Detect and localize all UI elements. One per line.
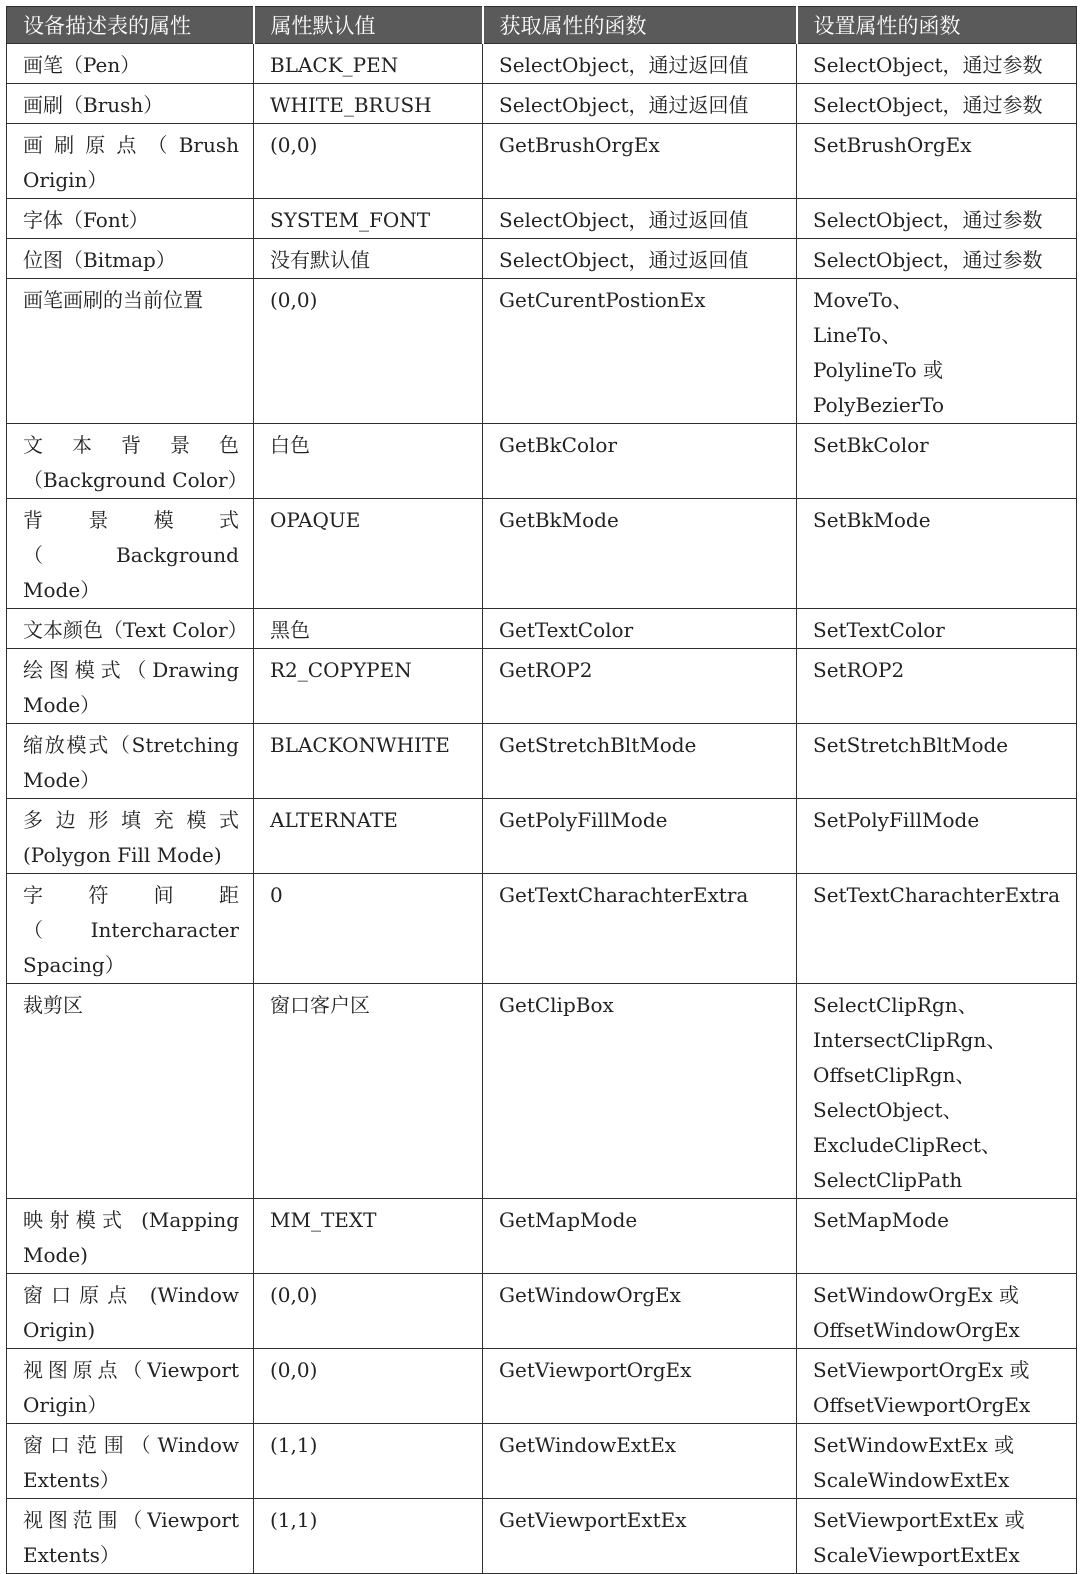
table-row xyxy=(7,1499,1077,1574)
set-function-line: SetViewportOrgEx 或 xyxy=(813,1358,1030,1382)
get-function-cell: GetBkColor xyxy=(483,424,797,499)
get-function-cell: GetBrushOrgEx xyxy=(483,124,797,199)
set-function-line: SelectObject、 xyxy=(813,1098,963,1122)
table-row xyxy=(7,799,1077,874)
get-function-cell: GetWindowExtEx xyxy=(483,1424,797,1499)
get-function-cell: SelectObject，通过返回值 xyxy=(483,239,797,279)
set-function-cell xyxy=(797,724,1077,799)
set-function-line: ScaleWindowExtEx xyxy=(813,1468,1010,1492)
set-function-line: ScaleViewportExtEx xyxy=(813,1543,1020,1567)
get-function-cell: GetTextColor xyxy=(483,609,797,649)
attribute-cell: 视图范围（Viewport Extents） xyxy=(7,1499,254,1574)
attribute-cell: 裁剪区 xyxy=(7,984,254,1199)
get-function-cell: GetROP2 xyxy=(483,649,797,724)
set-function-cell xyxy=(797,199,1077,239)
default-value-cell: ALTERNATE xyxy=(254,799,483,874)
dc-attributes-table xyxy=(6,6,1077,1574)
default-value-cell: BLACK_PEN xyxy=(254,44,483,84)
default-value-cell: OPAQUE xyxy=(254,499,483,609)
table-row xyxy=(7,649,1077,724)
table-row xyxy=(7,279,1077,424)
default-value-cell: (1,1) xyxy=(254,1424,483,1499)
attribute-cell: 画笔（Pen） xyxy=(7,44,254,84)
get-function-cell: GetCurentPostionEx xyxy=(483,279,797,424)
table-row xyxy=(7,499,1077,609)
set-function-line: SelectObject，通过参数 xyxy=(813,93,1043,117)
table-row xyxy=(7,239,1077,279)
header-set-function: 设置属性的函数 xyxy=(797,7,1077,44)
default-value-cell: 白色 xyxy=(254,424,483,499)
table-row xyxy=(7,1199,1077,1274)
set-function-cell xyxy=(797,874,1077,984)
set-function-cell xyxy=(797,1499,1077,1574)
get-function-cell: SelectObject，通过返回值 xyxy=(483,84,797,124)
set-function-line: PolylineTo 或 xyxy=(813,358,944,382)
table-row xyxy=(7,1424,1077,1499)
set-function-line: SetROP2 xyxy=(813,658,905,682)
attribute-cell: 多边形填充模式 (Polygon Fill Mode) xyxy=(7,799,254,874)
attribute-cell: 字体（Font） xyxy=(7,199,254,239)
set-function-line: ExcludeClipRect、 xyxy=(813,1133,1002,1157)
set-function-cell xyxy=(797,44,1077,84)
default-value-cell: (0,0) xyxy=(254,279,483,424)
table-body xyxy=(7,44,1077,1574)
attribute-cell: 画刷（Brush） xyxy=(7,84,254,124)
attribute-cell: 画刷原点（Brush Origin） xyxy=(7,124,254,199)
header-default-value: 属性默认值 xyxy=(254,7,483,44)
default-value-cell: R2_COPYPEN xyxy=(254,649,483,724)
set-function-line: PolyBezierTo xyxy=(813,393,945,417)
set-function-line: SelectClipPath xyxy=(813,1168,963,1192)
get-function-cell: GetTextCharachterExtra xyxy=(483,874,797,984)
set-function-line: SelectObject，通过参数 xyxy=(813,208,1043,232)
get-function-cell: GetMapMode xyxy=(483,1199,797,1274)
set-function-line: IntersectClipRgn、 xyxy=(813,1028,1007,1052)
get-function-cell: GetViewportOrgEx xyxy=(483,1349,797,1424)
default-value-cell: (0,0) xyxy=(254,1349,483,1424)
default-value-cell: 没有默认值 xyxy=(254,239,483,279)
set-function-cell xyxy=(797,984,1077,1199)
get-function-cell: GetClipBox xyxy=(483,984,797,1199)
attribute-cell: 背景模式（Background Mode） xyxy=(7,499,254,609)
table-row xyxy=(7,199,1077,239)
set-function-line: LineTo、 xyxy=(813,323,902,347)
set-function-line: SetMapMode xyxy=(813,1208,949,1232)
table-row xyxy=(7,424,1077,499)
default-value-cell: 0 xyxy=(254,874,483,984)
set-function-cell xyxy=(797,1274,1077,1349)
default-value-cell: SYSTEM_FONT xyxy=(254,199,483,239)
set-function-cell xyxy=(797,609,1077,649)
set-function-line: SetBkMode xyxy=(813,508,931,532)
set-function-cell xyxy=(797,499,1077,609)
attribute-cell: 绘图模式（Drawing Mode） xyxy=(7,649,254,724)
set-function-line: OffsetWindowOrgEx xyxy=(813,1318,1020,1342)
table-row xyxy=(7,874,1077,984)
table-row xyxy=(7,609,1077,649)
set-function-cell xyxy=(797,799,1077,874)
set-function-cell xyxy=(797,239,1077,279)
default-value-cell: MM_TEXT xyxy=(254,1199,483,1274)
set-function-line: SetWindowExtEx 或 xyxy=(813,1433,1015,1457)
table-row xyxy=(7,44,1077,84)
set-function-cell xyxy=(797,1349,1077,1424)
attribute-cell: 字符间距（Intercharacter Spacing） xyxy=(7,874,254,984)
get-function-cell: GetStretchBltMode xyxy=(483,724,797,799)
get-function-cell: GetWindowOrgEx xyxy=(483,1274,797,1349)
get-function-cell: GetViewportExtEx xyxy=(483,1499,797,1574)
attribute-cell: 画笔画刷的当前位置 xyxy=(7,279,254,424)
set-function-line: OffsetViewportOrgEx xyxy=(813,1393,1031,1417)
header-row xyxy=(7,7,1077,44)
set-function-line: SetViewportExtEx 或 xyxy=(813,1508,1025,1532)
table-row xyxy=(7,1274,1077,1349)
default-value-cell: 窗口客户区 xyxy=(254,984,483,1199)
get-function-cell: SelectObject，通过返回值 xyxy=(483,199,797,239)
table-row xyxy=(7,724,1077,799)
attribute-cell: 位图（Bitmap） xyxy=(7,239,254,279)
attribute-cell: 窗口原点 (Window Origin) xyxy=(7,1274,254,1349)
default-value-cell: 黑色 xyxy=(254,609,483,649)
default-value-cell: WHITE_BRUSH xyxy=(254,84,483,124)
default-value-cell: (1,1) xyxy=(254,1499,483,1574)
set-function-line: OffsetClipRgn、 xyxy=(813,1063,976,1087)
table-row xyxy=(7,124,1077,199)
attribute-cell: 视图原点（Viewport Origin） xyxy=(7,1349,254,1424)
get-function-cell: SelectObject，通过返回值 xyxy=(483,44,797,84)
get-function-cell: GetPolyFillMode xyxy=(483,799,797,874)
table-row xyxy=(7,1349,1077,1424)
default-value-cell: (0,0) xyxy=(254,1274,483,1349)
set-function-cell xyxy=(797,279,1077,424)
table-row xyxy=(7,84,1077,124)
set-function-line: SetStretchBltMode xyxy=(813,733,1009,757)
set-function-line: SetTextCharachterExtra xyxy=(813,883,1061,907)
attribute-cell: 映射模式 (Mapping Mode) xyxy=(7,1199,254,1274)
set-function-cell xyxy=(797,1199,1077,1274)
header-get-function: 获取属性的函数 xyxy=(483,7,797,44)
set-function-line: SetBkColor xyxy=(813,433,929,457)
set-function-line: SetWindowOrgEx 或 xyxy=(813,1283,1020,1307)
set-function-cell xyxy=(797,1424,1077,1499)
default-value-cell: BLACKONWHITE xyxy=(254,724,483,799)
get-function-cell: GetBkMode xyxy=(483,499,797,609)
set-function-cell xyxy=(797,649,1077,724)
attribute-cell: 缩放模式（Stretching Mode） xyxy=(7,724,254,799)
attribute-cell: 文本背景色（Background Color） xyxy=(7,424,254,499)
set-function-cell xyxy=(797,84,1077,124)
set-function-cell xyxy=(797,124,1077,199)
set-function-line: SelectClipRgn、 xyxy=(813,993,978,1017)
default-value-cell: (0,0) xyxy=(254,124,483,199)
set-function-line: SetBrushOrgEx xyxy=(813,133,972,157)
set-function-line: MoveTo、 xyxy=(813,288,913,312)
attribute-cell: 文本颜色（Text Color） xyxy=(7,609,254,649)
header-attribute: 设备描述表的属性 xyxy=(7,7,254,44)
set-function-line: SetTextColor xyxy=(813,618,945,642)
attribute-cell: 窗口范围（Window Extents） xyxy=(7,1424,254,1499)
table-header xyxy=(7,7,1077,44)
set-function-line: SelectObject，通过参数 xyxy=(813,53,1043,77)
set-function-line: SelectObject，通过参数 xyxy=(813,248,1043,272)
set-function-cell xyxy=(797,424,1077,499)
set-function-line: SetPolyFillMode xyxy=(813,808,980,832)
table-row xyxy=(7,984,1077,1199)
